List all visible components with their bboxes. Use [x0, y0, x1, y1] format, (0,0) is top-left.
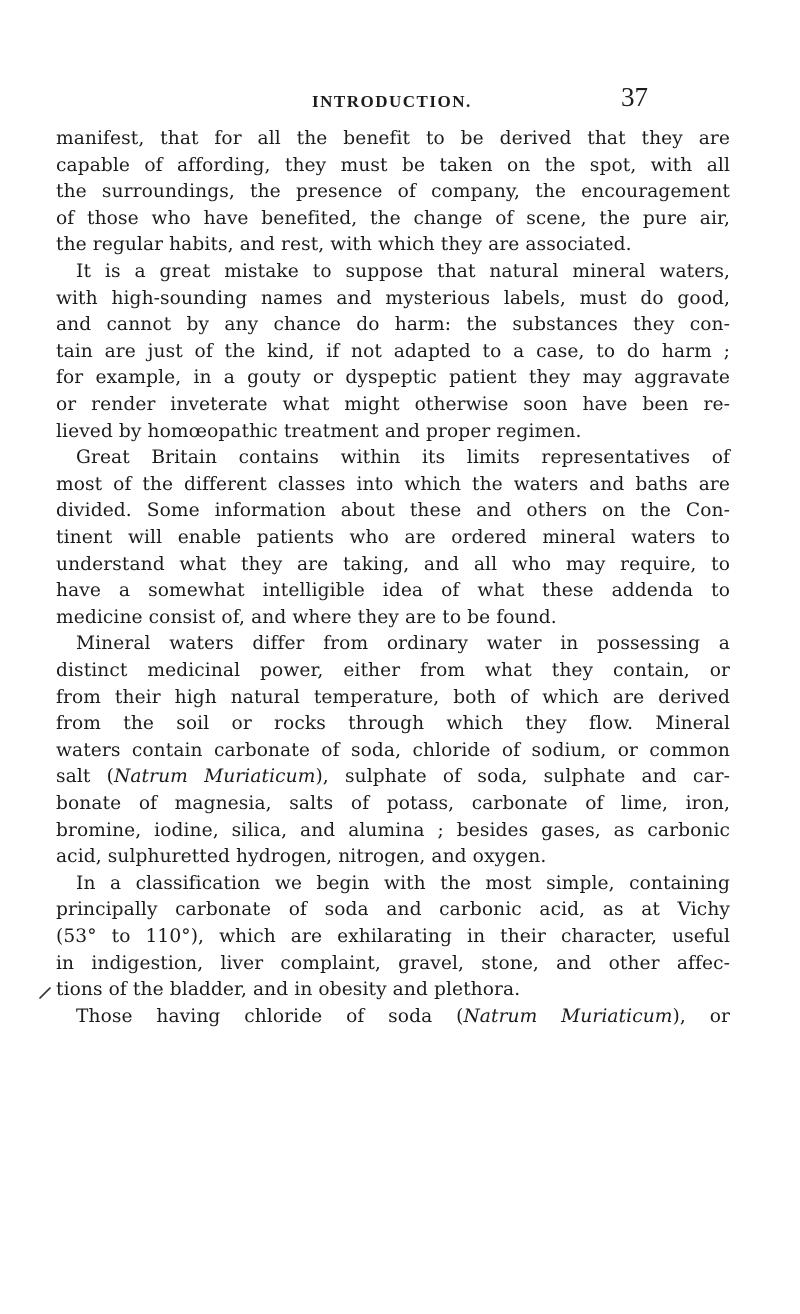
text-line: from their high natural temperature, both of which are derived — [56, 686, 730, 708]
text-line: divided. Some information about these and others on the Con- — [56, 500, 730, 522]
text-line: acid, sulphuretted hydrogen, nitrogen, and oxygen. — [56, 846, 547, 868]
text-line: (53° to 110°), which are exhilarating in their character, useful — [56, 926, 730, 947]
text-line — [76, 1004, 730, 1030]
text-line: In a classification we begin with the most simple, containing — [76, 872, 730, 894]
text-line: tain are just of the kind, if not adapted to a case, to do harm ; — [56, 340, 730, 362]
text-line: It is a great mistake to suppose that natural mineral waters, — [76, 261, 730, 282]
text-line: in indigestion, liver complaint, gravel, stone, and other affec- — [56, 952, 730, 974]
text-segment: Those having chloride of soda ( — [76, 1005, 464, 1027]
text-line: have a somewhat intelligible idea of what these addenda to — [56, 580, 730, 602]
text-line: or render inveterate what might otherwise soon have been re- — [56, 394, 730, 415]
text-line: for example, in a gouty or dyspeptic patient they may aggravate — [56, 367, 730, 389]
text-line: bonate of magnesia, salts of potass, carbonate of lime, iron, — [56, 793, 730, 814]
text-line: lieved by homœopathic treatment and proper regimen. — [56, 420, 582, 442]
running-head: INTRODUCTION. — [312, 92, 472, 111]
italic-term: Natrum Muriaticum — [113, 766, 316, 788]
text-line: the regular habits, and rest, with which they are associated. — [56, 234, 632, 256]
text-line: medicine consist of, and where they are to be found. — [56, 606, 557, 628]
text-line: the surroundings, the presence of company, the encouragement — [56, 181, 730, 203]
text-segment: ), sulphate of soda, sulphate and car- — [315, 766, 731, 788]
text-line: of those who have benefited, the change of scene, the pure air, — [56, 207, 730, 229]
text-line: distinct medicinal power, either from what they contain, or — [56, 660, 730, 681]
pencil-tick-mark — [38, 986, 52, 1000]
text-line: with high-sounding names and mysterious labels, must do good, — [56, 287, 730, 309]
text-line: bromine, iodine, silica, and alumina ; besides gases, as carbonic — [56, 819, 730, 841]
text-line: manifest, that for all the benefit to be derived that they are — [56, 128, 730, 149]
text-line — [56, 764, 730, 790]
text-line: understand what they are taking, and all who may require, to — [56, 553, 730, 575]
text-line: capable of affording, they must be taken on the spot, with all — [56, 154, 730, 176]
text-line: most of the different classes into which the waters and baths are — [56, 473, 730, 495]
page-header — [0, 82, 800, 116]
text-segment: ), or — [672, 1005, 730, 1027]
text-line: and cannot by any chance do harm: the substances they con- — [56, 314, 730, 336]
text-line: tions of the bladder, and in obesity and plethora. — [56, 979, 521, 1001]
text-line: from the soil or rocks through which they flow. Mineral — [56, 713, 730, 735]
text-line: Mineral waters differ from ordinary water in possessing a — [76, 633, 730, 655]
text-line: tinent will enable patients who are ordered mineral waters to — [56, 527, 730, 548]
italic-term: Natrum Muriaticum — [463, 1005, 673, 1027]
text-segment: salt ( — [56, 766, 114, 788]
text-line: principally carbonate of soda and carbonic acid, as at Vichy — [56, 899, 730, 921]
text-line: Great Britain contains within its limits representatives of — [76, 447, 730, 469]
text-line: waters contain carbonate of soda, chloride of sodium, or common — [56, 739, 730, 761]
page-number: 37 — [621, 82, 648, 112]
